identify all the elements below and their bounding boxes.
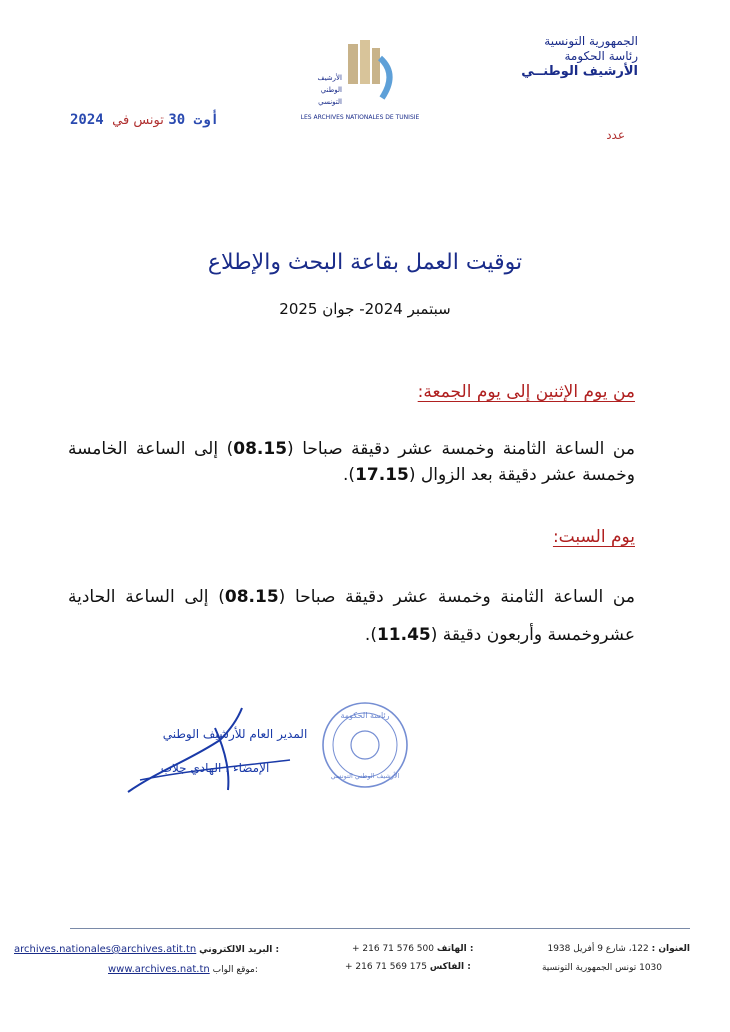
- section-text-weekdays: من الساعة الثامنة وخمسة عشر دقيقة صباحا (08.15) إلى الساعة الخامسة وخمسة عشر دقيقة بعد الزوال (17.15).: [68, 439, 635, 485]
- time-start-saturday: 08.15: [224, 587, 279, 607]
- footer-address-1: العنوان : 122، شارع 9 أفريل 1938: [547, 944, 690, 954]
- number-label: عدد: [606, 128, 625, 142]
- footer-divider: [70, 928, 690, 929]
- date-stamp: 2024 أوت 30: [70, 112, 219, 128]
- section-heading-saturday: يوم السبت:: [552, 527, 635, 547]
- email-link[interactable]: archives.nationales@archives.atit.tn: [14, 944, 197, 955]
- logo-text-3: التونسي: [318, 98, 342, 106]
- signature-sign-line: الإمضاء : الهادي جلاب: [160, 761, 270, 775]
- presidency-name: رئاسة الحكومة: [564, 49, 638, 63]
- time-end-weekdays: 17.15: [355, 465, 409, 485]
- stamp-text-bottom: الأرشيف الوطني التونسي: [330, 772, 400, 780]
- document-period: سبتمبر 2024- جوان 2025: [279, 300, 451, 318]
- date-label: تونس في: [112, 113, 164, 128]
- logo-text-1: الأرشيف: [317, 74, 342, 82]
- signature-title-line: المدير العام للأرشيف الوطني: [162, 727, 308, 741]
- footer-fax: + 216 71 569 175 الفاكس :: [345, 962, 471, 972]
- archives-logo-icon: [308, 38, 416, 126]
- footer-email: archives.nationales@archives.atit.tn البريد الالكتروني :: [14, 944, 280, 955]
- institution-name: الأرشيف الوطنــي: [521, 64, 638, 79]
- date-line: [70, 112, 219, 128]
- document-title: توقيت العمل بقاعة البحث والإطلاع: [207, 250, 523, 275]
- time-end-saturday: 11.45: [376, 625, 431, 645]
- time-start-weekdays: 08.15: [233, 439, 288, 459]
- footer-web: www.archives.nat.tn موقع الواب:: [108, 964, 258, 975]
- signature-stamp-area: [120, 700, 420, 810]
- footer-phone: + 216 71 576 500 الهاتف :: [352, 944, 474, 954]
- footer-address-2: 1030 تونس الجمهورية التونسية: [541, 963, 662, 973]
- website-link[interactable]: www.archives.nat.tn: [108, 964, 210, 975]
- republic-name: الجمهورية التونسية: [544, 34, 638, 48]
- section-heading-weekdays: من يوم الإثنين إلى يوم الجمعة:: [417, 382, 635, 402]
- logo-caption: LES ARCHIVES NATIONALES DE TUNISIE: [300, 114, 420, 121]
- logo-text-2: الوطني: [320, 86, 342, 94]
- institution-header: [521, 34, 638, 79]
- section-text-saturday: من الساعة الثامنة وخمسة عشر دقيقة صباحا (08.15) إلى الساعة الحادية عشروخمسة وأربعون دقيقة (11.45).: [68, 587, 635, 645]
- official-stamp-icon: [323, 703, 407, 787]
- stamp-text-top: رئاسة الحكومة: [340, 711, 390, 720]
